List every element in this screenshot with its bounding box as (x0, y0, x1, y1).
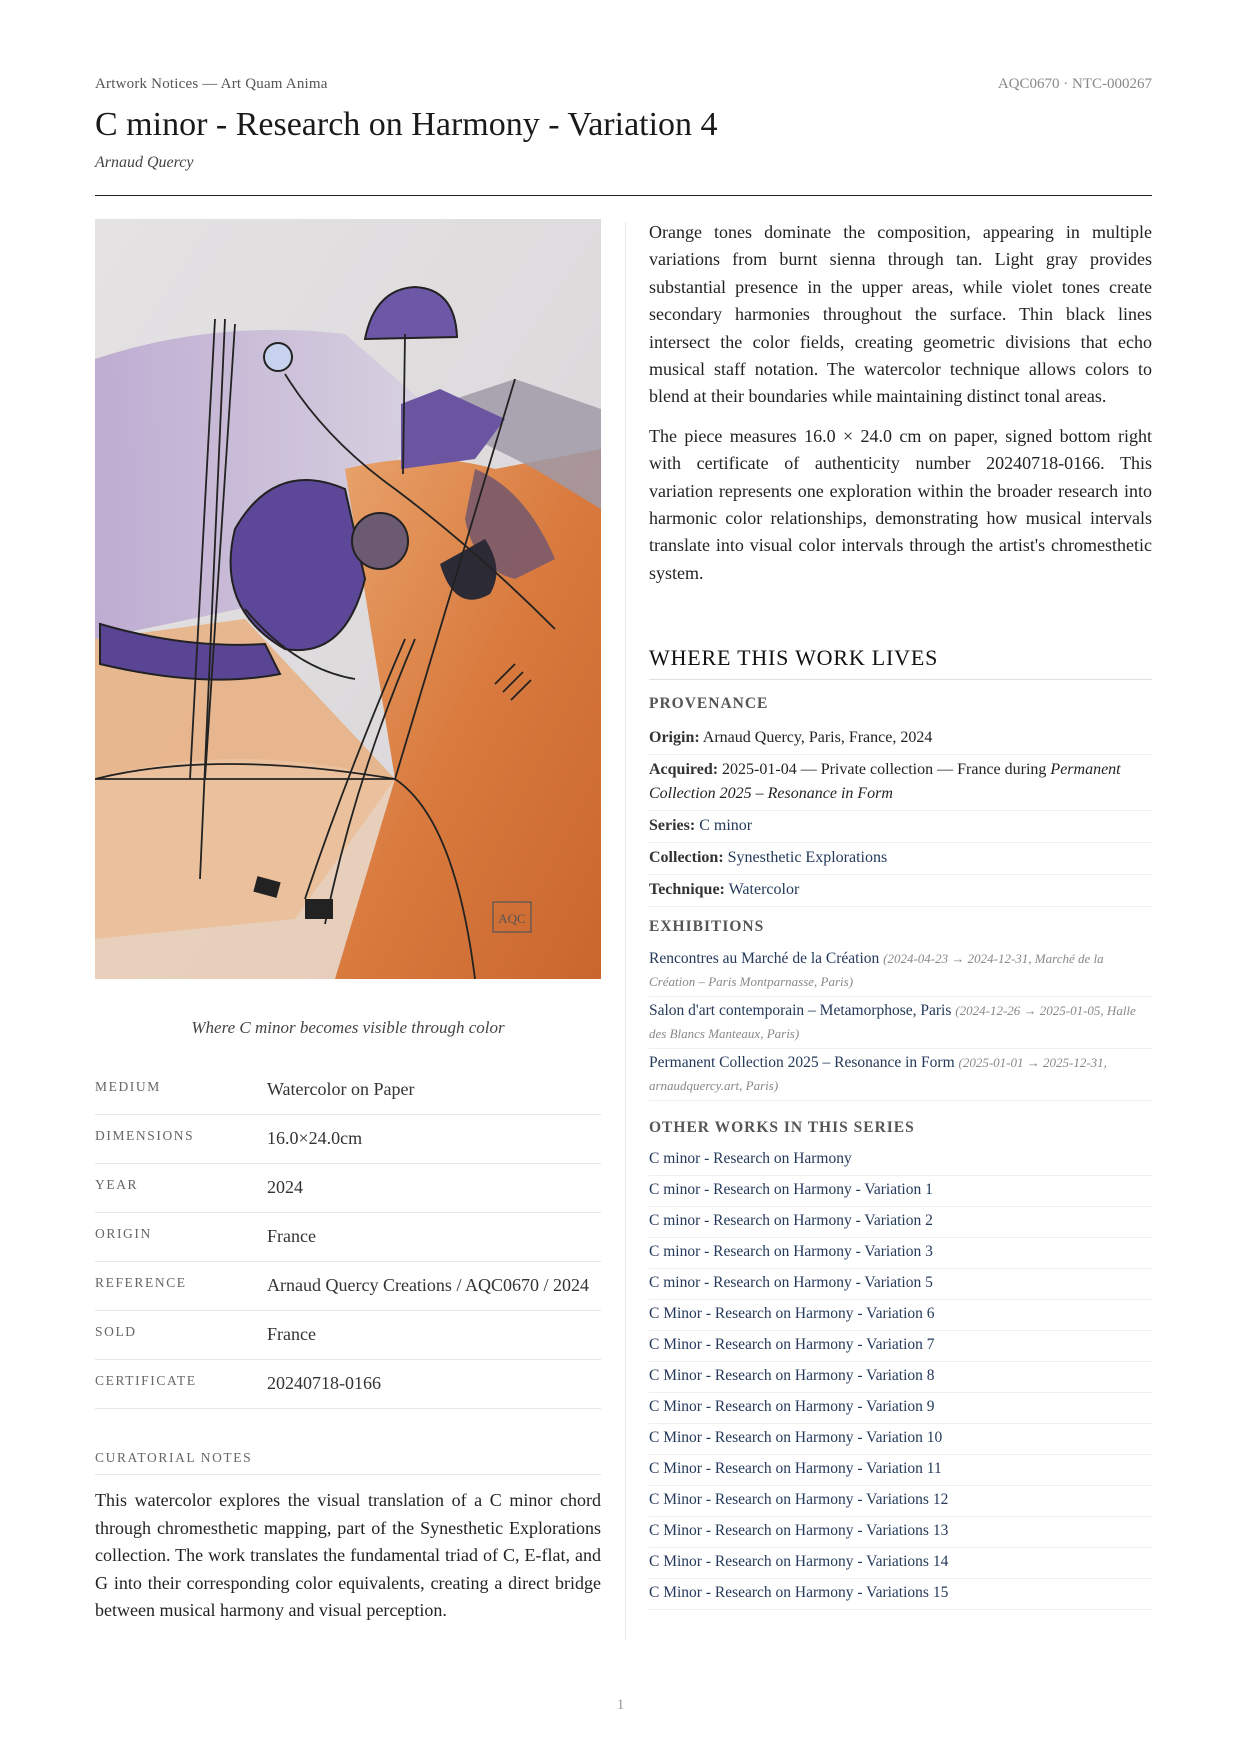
other-work-link[interactable]: C Minor - Research on Harmony - Variations 12 (649, 1486, 1152, 1517)
spec-value: 16.0×24.0cm (267, 1128, 363, 1148)
spec-value: Watercolor on Paper (267, 1079, 415, 1099)
spec-label: ORIGIN (95, 1226, 152, 1241)
curatorial-notes-heading: CURATORIAL NOTES (95, 1450, 601, 1475)
exhibition-item (649, 997, 1152, 1049)
provenance-collection (649, 843, 1152, 875)
spec-row-origin (95, 1213, 601, 1262)
specs-table (95, 1066, 601, 1409)
spec-row-sold (95, 1311, 601, 1360)
exhibition-meta: (2024-04-23 → 2024-12-31, Marché de la Création – Paris Montparnasse, Paris) (649, 951, 1104, 989)
technique-link[interactable]: Watercolor (728, 881, 800, 898)
other-works-heading: OTHER WORKS IN THIS SERIES (649, 1119, 915, 1136)
spec-value: France (267, 1226, 316, 1246)
exhibition-item (649, 1049, 1152, 1101)
header-divider (95, 195, 1152, 196)
spec-label: REFERENCE (95, 1275, 187, 1290)
provenance-label: Technique: (649, 881, 725, 898)
exhibition-meta: (2025-01-01 → 2025-12-31, arnaudquercy.art, Paris) (649, 1055, 1107, 1093)
description-paragraph: Orange tones dominate the composition, appearing in multiple variations from burnt sienna through tan. Light gray provides substantial presence in the upper areas, while violet tones create secondary harmonies throughout the surface. Thin black lines intersect the color fields, creating geometric divisions that echo musical staff notation. The watercolor technique allows colors to blend at their boundaries while maintaining distinct tonal areas. (649, 222, 1152, 407)
left-column (95, 219, 601, 1620)
exhibition-meta: (2024-12-26 → 2025-01-05, Halle des Blancs Manteaux, Paris) (649, 1003, 1136, 1041)
exhibitions-heading: EXHIBITIONS (649, 918, 765, 935)
other-work-link[interactable]: C Minor - Research on Harmony - Variation 6 (649, 1300, 1152, 1331)
other-work-link[interactable]: C minor - Research on Harmony - Variation 2 (649, 1207, 1152, 1238)
where-this-work-lives-heading: WHERE THIS WORK LIVES (649, 645, 1152, 680)
provenance-list (649, 723, 1152, 907)
reference-codes: AQC0670 · NTC-000267 (997, 76, 1152, 92)
exhibition-link[interactable]: Salon d'art contemporain – Metamorphose, Paris (649, 1002, 952, 1019)
provenance-series (649, 811, 1152, 843)
spec-row-year (95, 1164, 601, 1213)
provenance-origin (649, 723, 1152, 755)
exhibition-link[interactable]: Rencontres au Marché de la Création (649, 950, 880, 967)
provenance-label: Acquired: (649, 761, 719, 778)
page-title: C minor - Research on Harmony - Variation 4 (95, 106, 718, 143)
other-work-link[interactable]: C Minor - Research on Harmony - Variations 13 (649, 1517, 1152, 1548)
spec-value: France (267, 1324, 316, 1344)
spec-label: DIMENSIONS (95, 1128, 195, 1143)
curatorial-notes-text: This watercolor explores the visual translation of a C minor chord through chromesthetic mapping, part of the Synesthetic Explorations collection. The work translates the fundamental triad of C, E-flat, and G into their corresponding color equivalents, creating a direct bridge between musical harmony and visual perception. (95, 1490, 601, 1620)
collection-link[interactable]: Synesthetic Explorations (727, 849, 888, 866)
provenance-value: Arnaud Quercy, Paris, France, 2024 (702, 729, 933, 746)
signature-monogram: AQC (498, 911, 526, 926)
description-paragraph: The piece measures 16.0 × 24.0 cm on paper, signed bottom right with certificate of authenticity number 20240718-0166. This variation represents one exploration within the broader research into harmonic color relationships, demonstrating how musical intervals translate into visual color intervals through the artist's chromesthetic system. (649, 425, 1152, 583)
spec-row-reference (95, 1262, 601, 1311)
series-link[interactable]: C minor (699, 817, 753, 834)
acquired-event: Permanent Collection 2025 – Resonance in Form (649, 761, 1121, 802)
other-work-link[interactable]: C Minor - Research on Harmony - Variation 9 (649, 1393, 1152, 1424)
spec-row-certificate (95, 1360, 601, 1409)
spec-value: Arnaud Quercy Creations / AQC0670 / 2024 (267, 1275, 589, 1295)
spec-row-dimensions (95, 1115, 601, 1164)
spec-label: SOLD (95, 1324, 137, 1339)
other-works-list (649, 1145, 1152, 1610)
page-number: 1 (616, 1697, 625, 1713)
other-work-link[interactable]: C Minor - Research on Harmony - Variation 7 (649, 1331, 1152, 1362)
publication-name: Artwork Notices — Art Quam Anima (95, 76, 328, 92)
artwork-caption: Where C minor becomes visible through color (191, 1018, 505, 1037)
other-work-link[interactable]: C Minor - Research on Harmony - Variation 11 (649, 1455, 1152, 1486)
other-work-link[interactable]: C Minor - Research on Harmony - Variations 14 (649, 1548, 1152, 1579)
provenance-technique (649, 875, 1152, 907)
provenance-label: Collection: (649, 849, 724, 866)
other-work-link[interactable]: C Minor - Research on Harmony - Variation 8 (649, 1362, 1152, 1393)
artist-name: Arnaud Quercy (95, 154, 194, 171)
other-work-link[interactable]: C minor - Research on Harmony - Variation 5 (649, 1269, 1152, 1300)
spec-value: 2024 (267, 1177, 303, 1197)
artwork-image (95, 219, 601, 979)
spec-row-medium (95, 1066, 601, 1115)
column-divider (625, 222, 626, 1640)
artwork-notice-page (95, 0, 1152, 1754)
exhibition-item (649, 945, 1152, 997)
spec-label: CERTIFICATE (95, 1373, 197, 1388)
header-bar (95, 76, 1152, 98)
right-column (649, 219, 1152, 1601)
provenance-heading: PROVENANCE (649, 695, 769, 712)
other-work-link[interactable]: C minor - Research on Harmony - Variation 1 (649, 1176, 1152, 1207)
other-work-link[interactable]: C Minor - Research on Harmony - Variation 10 (649, 1424, 1152, 1455)
provenance-label: Origin: (649, 729, 700, 746)
exhibitions-list (649, 945, 1152, 1101)
exhibition-link[interactable]: Permanent Collection 2025 – Resonance in Form (649, 1054, 955, 1071)
spec-value: 20240718-0166 (267, 1373, 381, 1393)
other-work-link[interactable]: C minor - Research on Harmony - Variation 3 (649, 1238, 1152, 1269)
other-work-link[interactable]: C Minor - Research on Harmony - Variations 15 (649, 1579, 1152, 1610)
provenance-label: Series: (649, 817, 696, 834)
spec-label: MEDIUM (95, 1079, 161, 1094)
other-work-link[interactable]: C minor - Research on Harmony (649, 1145, 1152, 1176)
provenance-value: 2025-01-04 — Private collection — France during (722, 761, 1047, 778)
spec-label: YEAR (95, 1177, 139, 1192)
provenance-acquired (649, 755, 1152, 811)
